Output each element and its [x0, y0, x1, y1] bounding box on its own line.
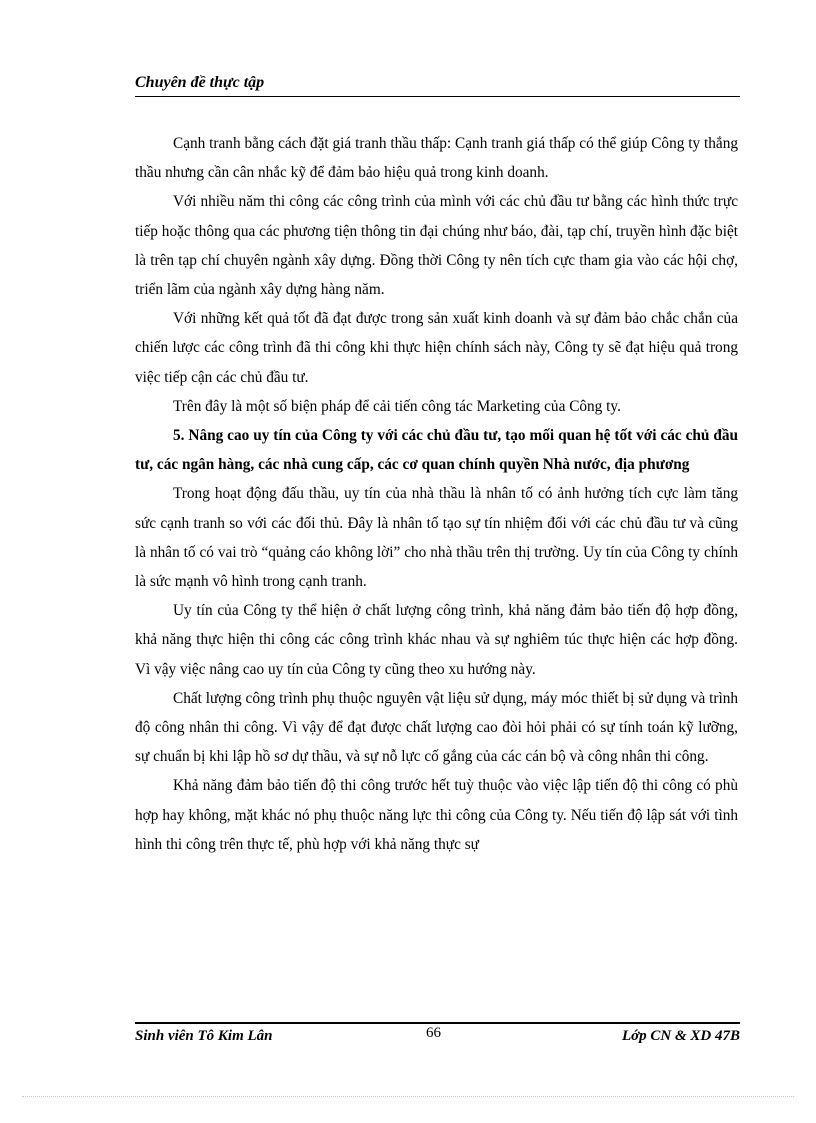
paragraph: Với nhiều năm thi công các công trình của mình với các chủ đầu tư bằng các hình thức trực tiếp hoặc thông qua các phương tiện thông tin đại chúng như báo, đài, tạp chí, truyền hình đặc biệt là trên tạp chí chuyên ngành xây dựng. Đồng thời Công ty nên tích cực tham gia vào các hội chợ, triển lãm của ngành xây dựng hàng năm.: [135, 193, 738, 299]
paragraph: Trên đây là một số biện pháp để cải tiến công tác Marketing của Công ty.: [173, 397, 621, 415]
section-heading: 5. Nâng cao uy tín của Công ty với các chủ đầu tư, tạo mối quan hệ tốt với các chủ đầu tư, các ngân hàng, các nhà cung cấp, các cơ quan chính quyền Nhà nước, địa phương: [135, 427, 738, 474]
header-divider: [135, 96, 740, 97]
footer-student-name: Sinh viên Tô Kim Lân: [135, 1028, 273, 1044]
paragraph: Chất lượng công trình phụ thuộc nguyên vật liệu sử dụng, máy móc thiết bị sử dụng và trình độ công nhân thi công. Vì vậy để đạt được chất lượng cao đòi hỏi phải có sự tính toán kỹ lưỡng, sự chuẩn bị khi lập hồ sơ dự thầu, và sự nỗ lực cố gắng của các cán bộ và công nhân thi công.: [135, 689, 738, 766]
paragraph: Trong hoạt động đấu thầu, uy tín của nhà thầu là nhân tố có ảnh hưởng tích cực làm tăng sức cạnh tranh so với các đối thủ. Đây là nhân tố tạo sự tín nhiệm đối với các chủ đầu tư và cũng là nhân tố có vai trò “quảng cáo không lời” cho nhà thầu trên thị trường. Uy tín của Công ty chính là sức mạnh vô hình trong cạnh tranh.: [135, 485, 738, 591]
paragraph: Cạnh tranh bằng cách đặt giá tranh thầu thấp: Cạnh tranh giá thấp có thể giúp Công ty thắng thầu nhưng cần cân nhắc kỹ để đảm bảo hiệu quả trong kinh doanh.: [135, 135, 738, 182]
paragraph: Với những kết quả tốt đã đạt được trong sản xuất kinh doanh và sự đảm bảo chắc chắn của chiến lược các công trình đã thi công khi thực hiện chính sách này, Công ty sẽ đạt hiệu quả trong việc tiếp cận các chủ đầu tư.: [135, 310, 738, 386]
page-number: 66: [426, 1025, 441, 1041]
paragraph: Khả năng đảm bảo tiến độ thi công trước hết tuỳ thuộc vào việc lập tiến độ thi công có phù hợp hay không, mặt khác nó phụ thuộc năng lực thi công của Công ty. Nếu tiến độ lập sát với tình hình thi công trên thực tế, phù hợp với khả năng thực sự: [135, 777, 738, 853]
page-bottom-edge: [22, 1096, 794, 1097]
footer-divider: [135, 1022, 740, 1024]
footer-class-label: Lớp CN & XD 47B: [621, 1028, 740, 1044]
header-title: Chuyên đề thực tập: [135, 74, 265, 91]
document-body: [135, 129, 738, 859]
paragraph: Uy tín của Công ty thể hiện ở chất lượng công trình, khả năng đảm bảo tiến độ hợp đồng, khả năng thực hiện thi công các công trình khác nhau và sự nghiêm túc thực hiện các hợp đồng. Vì vậy việc nâng cao uy tín của Công ty cũng theo xu hướng này.: [135, 602, 738, 678]
